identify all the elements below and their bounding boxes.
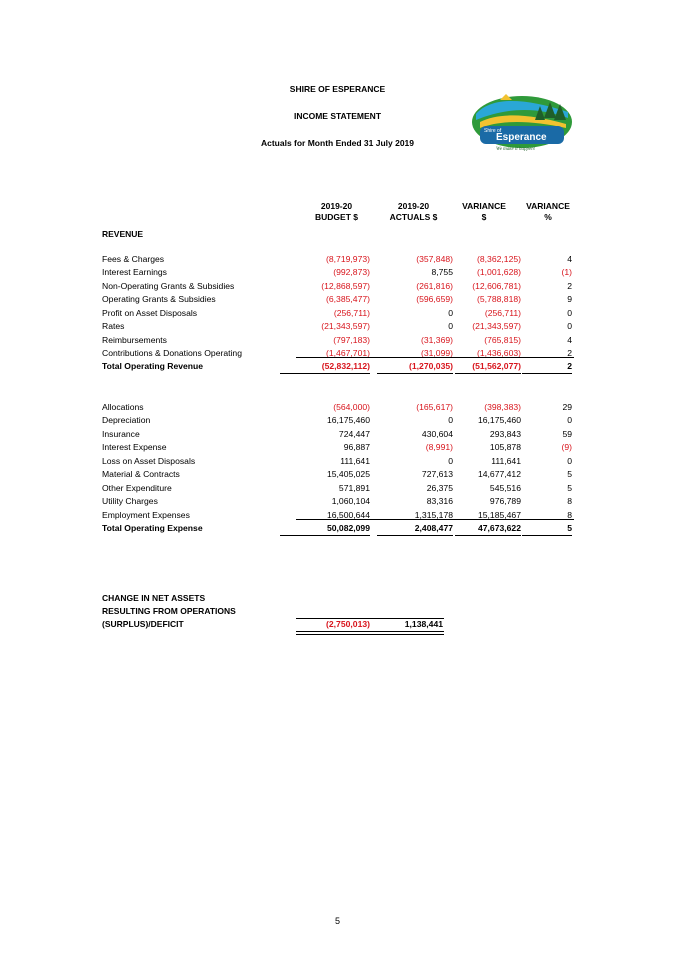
budget-value: 50,082,099 <box>280 522 370 536</box>
row-label: Interest Earnings <box>102 267 167 277</box>
row-label: Total Operating Revenue <box>102 361 204 371</box>
actual-value: 430,604 <box>421 428 453 439</box>
variance-percent: 59 <box>562 428 572 439</box>
row-label: Insurance <box>102 428 140 439</box>
row-label: Depreciation <box>102 415 151 425</box>
col-budget-header <box>299 201 374 223</box>
variance-percent: 2 <box>522 360 572 374</box>
actual-value: 1,315,178 <box>414 509 453 520</box>
actual-value: 0 <box>448 307 453 318</box>
logo-line1: Shire of <box>484 128 502 134</box>
table-row <box>102 320 572 333</box>
row-label: Allocations <box>102 401 144 412</box>
expense-total-rule <box>296 519 574 520</box>
variance-percent: 0 <box>567 307 572 318</box>
col-budget-year: 2019-20 <box>320 201 353 211</box>
variance-percent: 2 <box>567 280 572 291</box>
period-label: Actuals for Month Ended 31 July 2019 <box>260 138 415 148</box>
row-label: Material & Contracts <box>102 469 180 479</box>
budget-value: (256,711) <box>333 307 370 318</box>
actual-value: (357,848) <box>416 253 453 264</box>
table-row <box>102 428 572 441</box>
budget-value: 96,887 <box>343 442 370 452</box>
budget-value: 16,175,460 <box>326 415 370 425</box>
variance-amount: 111,641 <box>491 455 521 466</box>
table-row <box>102 347 572 360</box>
actual-value: (596,659) <box>416 294 453 304</box>
row-label: Non-Operating Grants & Subsidies <box>102 280 235 291</box>
table-row <box>102 482 572 495</box>
budget-value: 1,060,104 <box>331 496 370 506</box>
variance-amount: (765,815) <box>484 334 521 345</box>
actual-value: 26,375 <box>426 482 453 493</box>
page-number: 5 <box>334 916 340 926</box>
variance-percent: 5 <box>522 522 572 536</box>
variance-amount: 47,673,622 <box>455 522 521 536</box>
col-budget-label: BUDGET $ <box>315 212 358 222</box>
logo-line2: Esperance <box>496 132 547 143</box>
actual-value: 83,316 <box>426 496 453 506</box>
budget-value: (564,000) <box>333 401 370 412</box>
row-label: Loss on Asset Disposals <box>102 455 196 466</box>
variance-percent: 4 <box>567 253 572 264</box>
row-label: Reimbursements <box>102 334 167 345</box>
variance-amount: (256,711) <box>484 307 521 318</box>
actual-value: 727,613 <box>421 469 453 479</box>
budget-value: (6,385,477) <box>326 294 370 304</box>
variance-amount: (5,788,818) <box>477 294 521 304</box>
budget-value: 16,500,644 <box>326 509 370 520</box>
col-variance-pct-unit: % <box>544 212 552 222</box>
row-label: Contributions & Donations Operating <box>102 348 242 358</box>
actual-value: (1,270,035) <box>377 360 453 374</box>
row-label: Utility Charges <box>102 496 158 506</box>
revenue-heading: REVENUE <box>102 229 144 239</box>
col-variance-pct-label: VARIANCE <box>526 201 570 211</box>
col-actuals-label: ACTUALS $ <box>389 212 438 222</box>
table-row <box>102 401 572 414</box>
variance-amount: (21,343,597) <box>472 321 521 331</box>
variance-amount: (8,362,125) <box>477 253 521 264</box>
actual-value: 8,755 <box>431 267 453 277</box>
actual-value: (8,991) <box>425 442 453 452</box>
col-variance-amt-unit: $ <box>481 212 487 222</box>
actual-value: 0 <box>448 455 453 466</box>
budget-value: 571,891 <box>338 482 370 493</box>
variance-amount: 15,185,467 <box>477 509 521 520</box>
table-row <box>102 334 572 347</box>
variance-percent: 9 <box>567 294 572 304</box>
variance-percent: (9) <box>561 442 572 452</box>
table-row <box>102 253 572 266</box>
variance-percent: (1) <box>561 267 572 277</box>
variance-percent: 0 <box>567 455 572 466</box>
variance-percent: 5 <box>567 482 572 493</box>
net-double-rule <box>296 631 444 635</box>
net-assets-line3: (SURPLUS)/DEFICIT <box>102 619 184 629</box>
net-actual-value: 1,138,441 <box>404 619 443 629</box>
table-row <box>102 468 572 481</box>
table-row <box>102 414 572 427</box>
variance-amount: (12,606,781) <box>472 280 521 291</box>
variance-percent: 5 <box>567 469 572 479</box>
table-row <box>102 441 572 454</box>
variance-amount: 16,175,460 <box>477 415 521 425</box>
actual-value: 0 <box>448 321 453 331</box>
variance-amount: (1,001,628) <box>477 267 521 277</box>
col-actuals-year: 2019-20 <box>397 201 430 211</box>
budget-value: (1,467,701) <box>326 348 370 358</box>
variance-amount: (51,562,077) <box>455 360 521 374</box>
actual-value: (261,816) <box>416 280 453 291</box>
actual-value: (165,617) <box>416 401 453 412</box>
budget-value: 724,447 <box>338 428 370 439</box>
row-label: Other Expenditure <box>102 482 172 493</box>
shire-of-esperance-logo-icon <box>470 92 574 152</box>
variance-amount: (398,383) <box>484 401 521 412</box>
total-row <box>102 360 572 373</box>
variance-amount: 293,843 <box>489 428 521 439</box>
row-label: Profit on Asset Disposals <box>102 307 198 318</box>
variance-amount: (1,436,603) <box>477 348 521 358</box>
col-variance-amt-header <box>452 201 516 223</box>
row-label: Operating Grants & Subsidies <box>102 294 216 304</box>
variance-percent: 8 <box>567 509 572 520</box>
statement-title: INCOME STATEMENT <box>293 111 382 121</box>
col-actuals-header <box>376 201 451 223</box>
budget-value: (797,183) <box>333 334 370 345</box>
row-label: Interest Expense <box>102 442 167 452</box>
actual-value: 0 <box>448 415 453 425</box>
table-row <box>102 280 572 293</box>
budget-value: (8,719,973) <box>326 253 370 264</box>
row-label: Rates <box>102 321 125 331</box>
total-row <box>102 522 572 535</box>
variance-amount: 976,789 <box>489 496 521 506</box>
net-budget-value: (2,750,013) <box>326 619 370 629</box>
table-row <box>102 495 572 508</box>
budget-value: 15,405,025 <box>326 469 370 479</box>
variance-percent: 29 <box>562 401 572 412</box>
actual-value: (31,099) <box>420 348 453 358</box>
variance-amount: 14,677,412 <box>477 469 521 479</box>
row-label: Fees & Charges <box>102 253 165 264</box>
net-assets-line1: CHANGE IN NET ASSETS <box>102 593 206 603</box>
variance-percent: 2 <box>567 348 572 358</box>
budget-value: (992,873) <box>333 267 370 277</box>
table-row <box>102 455 572 468</box>
logo-tagline: We make it happen! <box>496 147 536 152</box>
budget-value: (52,832,112) <box>280 360 370 374</box>
budget-value: 111,641 <box>340 455 370 466</box>
variance-percent: 0 <box>567 415 572 425</box>
actual-value: (31,369) <box>420 334 453 345</box>
revenue-total-rule <box>296 357 574 358</box>
shire-logo <box>470 92 574 152</box>
row-label: Total Operating Expense <box>102 523 203 533</box>
variance-percent: 4 <box>567 334 572 345</box>
col-variance-amt-label: VARIANCE <box>462 201 506 211</box>
actual-value: 2,408,477 <box>377 522 453 536</box>
table-row <box>102 293 572 306</box>
variance-percent: 0 <box>567 321 572 331</box>
org-name: SHIRE OF ESPERANCE <box>289 84 386 94</box>
table-row <box>102 266 572 279</box>
net-assets-line2: RESULTING FROM OPERATIONS <box>102 606 236 616</box>
col-variance-pct-header <box>520 201 576 223</box>
table-row <box>102 307 572 320</box>
row-label: Employment Expenses <box>102 509 190 520</box>
variance-percent: 8 <box>567 496 572 506</box>
budget-value: (21,343,597) <box>321 321 370 331</box>
budget-value: (12,868,597) <box>321 280 370 291</box>
variance-amount: 105,878 <box>489 442 521 452</box>
variance-amount: 545,516 <box>489 482 521 493</box>
